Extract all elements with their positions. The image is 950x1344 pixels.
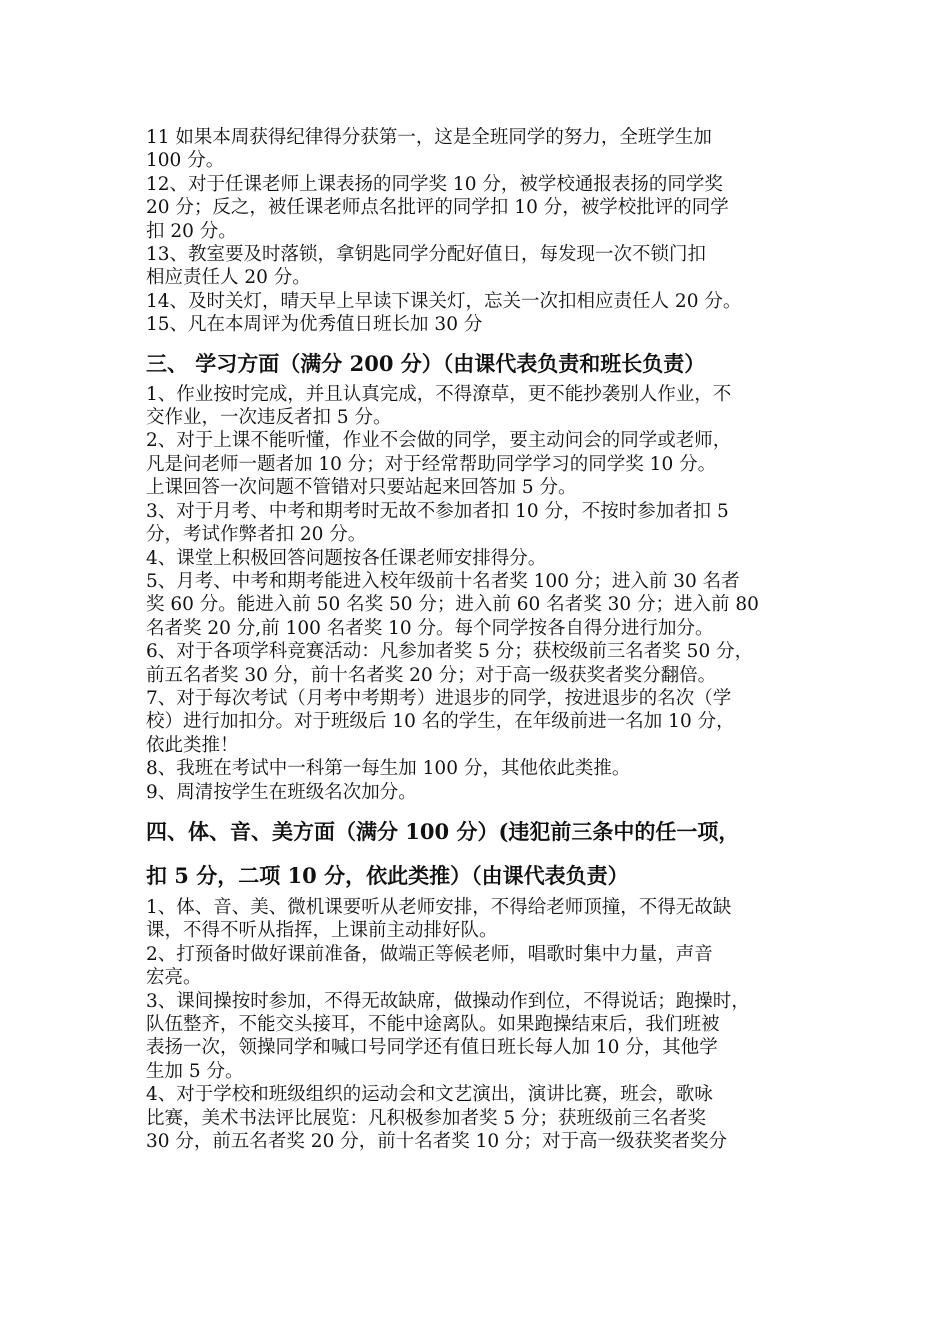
text-line: 3、对于月考、中考和期考时无故不参加者扣 10 分，不按时参加者扣 5 [146, 500, 729, 522]
text-line: 凡是问老师一题者加 10 分；对于经常帮助同学学习的同学奖 10 分。 [146, 453, 717, 475]
section-two-tail [146, 126, 826, 337]
text-line: 生加 5 分。 [146, 1060, 244, 1082]
text-line: 队伍整齐，不能交头接耳，不能中途离队。如果跑操结束后，我们班被 [146, 1014, 720, 1035]
text-line: 3、课间操按时参加，不得无故缺席，做操动作到位，不得说话；跑操时， [146, 990, 750, 1012]
text-line: 前五名者奖 30 分，前十名者奖 20 分；对于高一级获奖者奖分翻倍。 [146, 664, 717, 686]
text-line: 4、对于学校和班级组织的运动会和文艺演出，演讲比赛，班会，歌咏 [146, 1084, 713, 1106]
text-line: 1、作业按时完成，并且认真完成，不得潦草，更不能抄袭别人作业，不 [146, 383, 732, 405]
text-line: 6、对于各项学科竞赛活动：凡参加者奖 5 分；获校级前三名者奖 50 分， [146, 641, 754, 663]
text-line: 7、对于每次考试（月考中考期考）进退步的同学，按进退步的名次（学 [146, 687, 732, 709]
text-line: 20 分；反之，被任课老师点名批评的同学扣 10 分，被学校批评的同学 [146, 197, 729, 219]
text-line: 2、打预备时做好课前准备，做端正等候老师，唱歌时集中力量，声音 [146, 943, 713, 965]
text-line: 14、及时关灯，晴天早上早读下课关灯，忘关一次扣相应责任人 20 分。 [146, 290, 742, 312]
text-line: 课，不得不听从指挥，上课前主动排好队。 [146, 920, 498, 942]
text-line: 12、对于任课老师上课表扬的同学奖 10 分，被学校通报表扬的同学奖 [146, 173, 723, 195]
text-line: 11 如果本周获得纪律得分获第一，这是全班同学的努力，全班学生加 [146, 127, 712, 148]
section-four-body [146, 896, 826, 1153]
text-line: 表扬一次，领操同学和喊口号同学还有值日班长每人加 10 分，其他学 [146, 1037, 718, 1059]
text-line: 分，考试作弊者扣 20 分。 [146, 524, 367, 546]
text-line: 4、课堂上积极回答问题按各任课老师安排得分。 [146, 547, 547, 569]
text-line: 5、月考、中考和期考能进入校年级前十名者奖 100 分；进入前 30 名者 [146, 570, 740, 592]
text-line: 名者奖 20 分,前 100 名者奖 10 分。每个同学按各自得分进行加分。 [146, 617, 714, 639]
text-line: 2、对于上课不能听懂，作业不会做的同学，要主动问会的同学或老师， [146, 430, 732, 452]
text-line: 依此类推！ [146, 734, 239, 756]
text-line: 15、凡在本周评为优秀值日班长加 30 分 [146, 314, 483, 336]
text-line: 比赛，美术书法评比展览：凡积极参加者奖 5 分；获班级前三名者奖 [146, 1107, 707, 1129]
text-line: 校）进行加扣分。对于班级后 10 名的学生，在年级前进一名加 10 分， [146, 711, 735, 733]
section-three-body [146, 383, 826, 804]
text-line: 13、教室要及时落锁，拿钥匙同学分配好值日，每发现一次不锁门扣 [146, 244, 707, 266]
text-line: 交作业，一次违反者扣 5 分。 [146, 407, 392, 429]
document-body [146, 126, 826, 1153]
text-line: 上课回答一次问题不管错对只要站起来回答加 5 分。 [146, 477, 577, 499]
section-four-heading-line1: 四、体、音、美方面（满分 100 分）(违犯前三条中的任一项， [146, 818, 740, 844]
text-line: 相应责任人 20 分。 [146, 267, 311, 289]
section-three-heading: 三、 学习方面（满分 200 分）（由课代表负责和班长负责） [146, 350, 706, 376]
text-line: 扣 20 分。 [146, 220, 237, 242]
text-line: 30 分，前五名者奖 20 分，前十名者奖 10 分；对于高一级获奖者奖分 [146, 1131, 728, 1153]
text-line: 1、体、音、美、微机课要听从老师安排，不得给老师顶撞，不得无故缺 [146, 896, 732, 918]
section-four-heading-line2: 扣 5 分，二项 10 分，依此类推）（由课代表负责） [146, 862, 629, 888]
text-line: 宏亮。 [146, 967, 202, 989]
text-line: 9、周清按学生在班级名次加分。 [146, 781, 417, 803]
text-line: 100 分。 [146, 150, 225, 172]
text-line: 奖 60 分。能进入前 50 名奖 50 分；进入前 60 名者奖 30 分；进入前 80 [146, 594, 759, 616]
text-line: 8、我班在考试中一科第一每生加 100 分，其他依此类推。 [146, 758, 631, 780]
